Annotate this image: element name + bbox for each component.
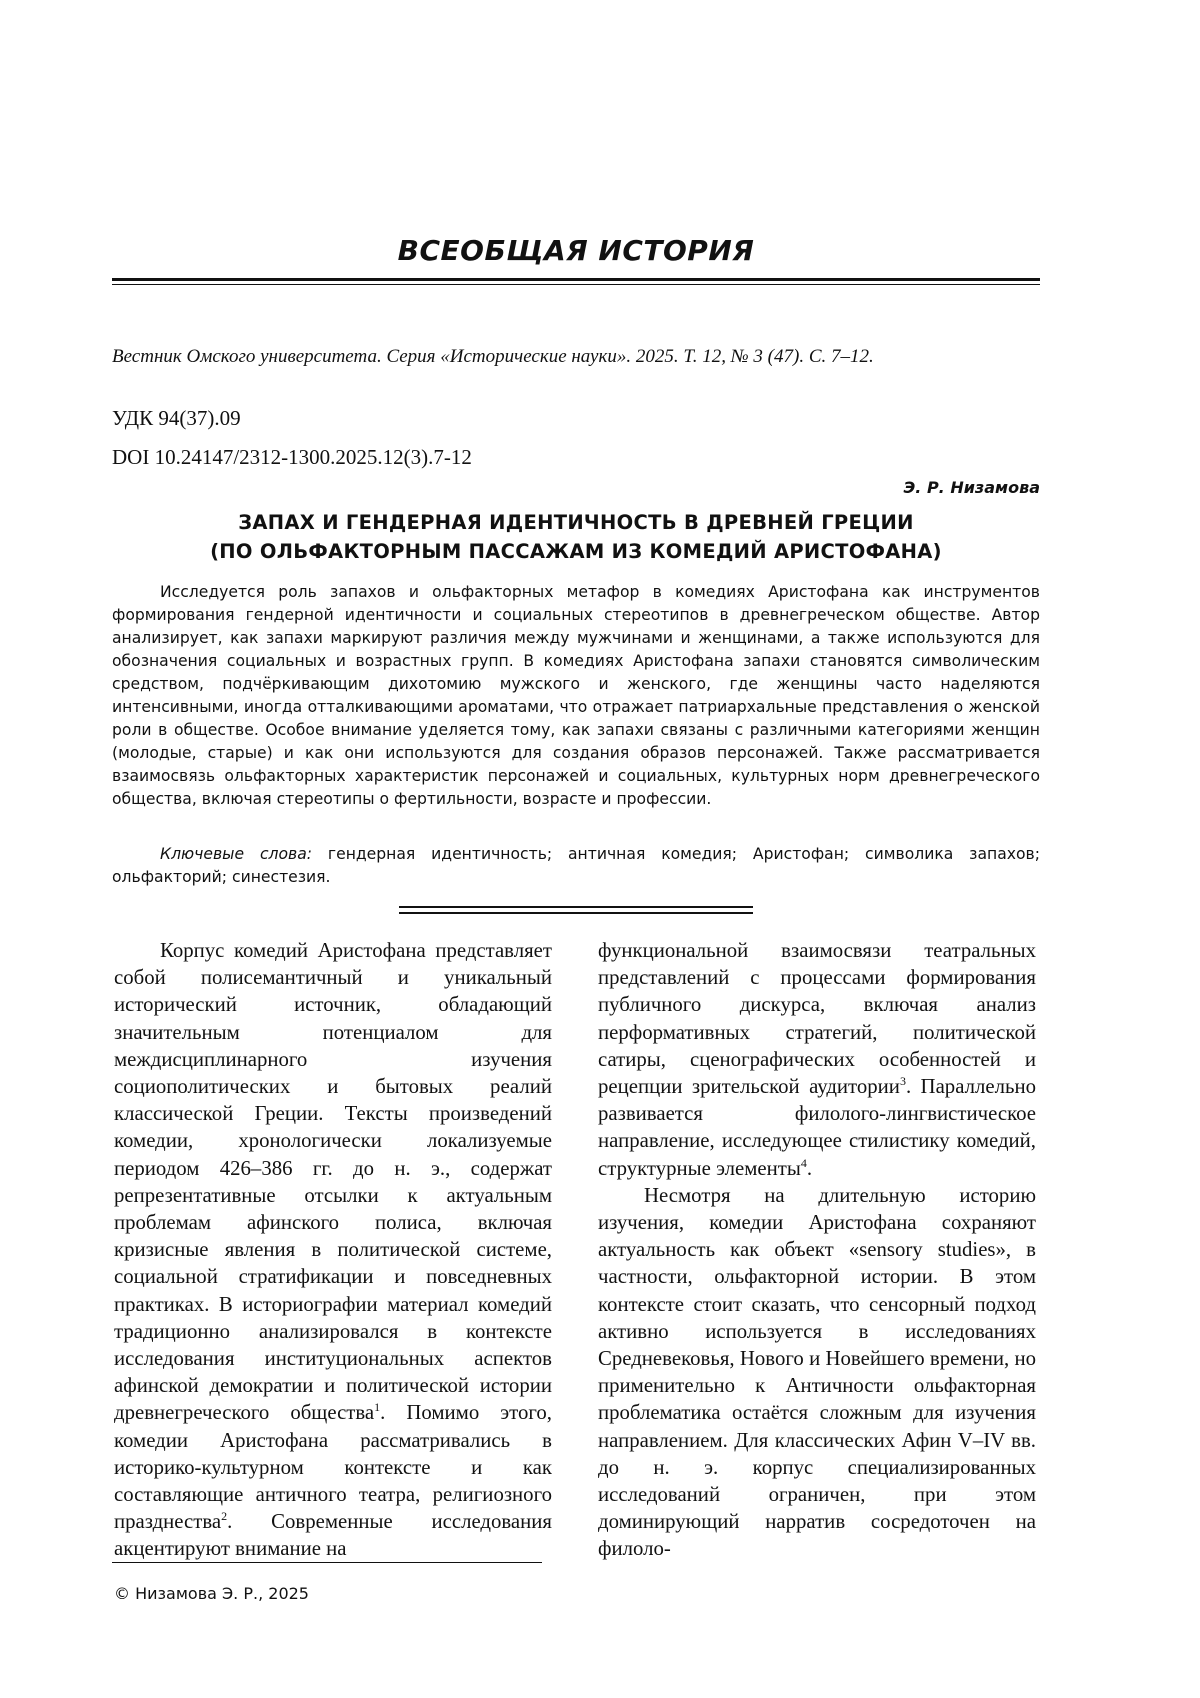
keywords — [112, 843, 1040, 889]
footnote-ref-3: 3 — [899, 1074, 906, 1089]
keywords-text: гендерная идентичность; античная комедия; Аристофан; символика запахов; ольфакторий; синестезия. — [112, 845, 1040, 886]
body-paragraph — [114, 937, 552, 1563]
article-title-line-1: ЗАПАХ И ГЕНДЕРНАЯ ИДЕНТИЧНОСТЬ В ДРЕВНЕЙ ГРЕЦИИ — [238, 511, 914, 534]
section-rule-thin — [112, 284, 1040, 285]
abstract: Исследуется роль запахов и ольфакторных метафор в комедиях Аристофана как инструментов формирования гендерной идентичности и социальных стереотипов в древнегреческом обществе. Автор анализирует, как запахи маркируют различия между мужчинами и женщинами, а также используются для обозначения социальных и возрастных групп. В комедиях Аристофана запахи становятся символическим средством, подчёркивающим дихотомию мужского и женского, где женщины часто наделяются интенсивными, иногда отталкивающими ароматами, что отражает патриархальные представления о женской роли в обществе. Особое внимание уделяется тому, как запахи связаны с различными категориями женщин (молодые, старые) и как они используются для создания образов персонажей. Также рассматривается взаимосвязь ольфакторных характеристик персонажей и социальных, культурных норм древнегреческого общества, включая стереотипы о фертильности, возрасте и профессии. — [112, 583, 1040, 808]
text-run: . — [806, 1156, 813, 1180]
text-run: функциональной взаимосвязи театральных представлений с процессами формирования публичного дискурса, включая анализ перформативных стратегий, политической сатиры, сценографических особенностей и рецепции зрительской аудитории — [598, 939, 1036, 1099]
body-column-right — [598, 937, 1036, 1563]
body-paragraph: Несмотря на длительную историю изучения, комедии Аристофана сохраняют актуальность как объект «sensory studies», в частности, ольфакторной истории. В этом контексте стоит сказать, что сенсорный подход активно используется в исследованиях Средневековья, Нового и Новейшего времени, но применительно к Античности ольфакторная проблематика остаётся сложным для изучения направлением. Для классических Афин V–IV вв. до н. э. корпус специализированных исследований ограничен, при этом доминирующий нарратив сосредоточен на филоло- — [598, 1183, 1036, 1561]
udk-code: УДК 94(37).09 — [112, 406, 241, 430]
text-run: Корпус комедий Аристофана представляет собой полисемантичный и уникальный исторический источник, обладающий значительным потенциалом для междисциплинарного изучения социополитических и бытовых реалий классической Греции. Тексты произведений комедии, хронологически локализуемые периодом 426–386 гг. до н. э., содержат репрезентативные отсылки к актуальным проблемам афинского полиса, включая кризисные явления в политической системе, социальной стратификации и повседневных практиках. В историографии материал комедий традиционно анализировался в контексте исследования институциональных аспектов афинской демократии и политической истории древнегреческого общества — [114, 939, 552, 1425]
doi: DOI 10.24147/2312-1300.2025.12(3).7-12 — [112, 445, 472, 469]
separator-rule-top — [399, 906, 753, 908]
text-run: . Параллельно развивается филолого-лингвистическое направление, исследующее стилистику комедий, структурные элементы — [598, 1075, 1036, 1180]
footnote-rule — [112, 1562, 542, 1563]
body-paragraph-continued — [598, 937, 1036, 1182]
keywords-label: Ключевые слова: — [160, 845, 313, 863]
article-title-line-2: (ПО ОЛЬФАКТОРНЫМ ПАССАЖАМ ИЗ КОМЕДИЙ АРИСТОФАНА) — [210, 540, 942, 563]
section-title: ВСЕОБЩАЯ ИСТОРИЯ — [397, 234, 755, 267]
body-column-left — [114, 937, 552, 1563]
separator-rule-bottom — [399, 912, 753, 914]
footnote-ref-1: 1 — [374, 1400, 381, 1415]
text-run: . Современные исследования акцентируют внимание на — [114, 1510, 552, 1561]
author-name: Э. Р. Низамова — [903, 478, 1040, 497]
article-title — [112, 508, 1040, 566]
text-run: . Помимо этого, комедии Аристофана рассматривались в историко-культурном контексте и как составляющие античного театра, религиозного празднества — [114, 1401, 552, 1534]
footnote-ref-4: 4 — [800, 1155, 807, 1170]
journal-citation: Вестник Омского университета. Серия «Исторические науки». 2025. Т. 12, № 3 (47). С. 7–12. — [112, 346, 874, 367]
section-rule-thick — [112, 278, 1040, 281]
footnote-ref-2: 2 — [221, 1509, 228, 1524]
copyright: © Низамова Э. Р., 2025 — [114, 1584, 309, 1603]
